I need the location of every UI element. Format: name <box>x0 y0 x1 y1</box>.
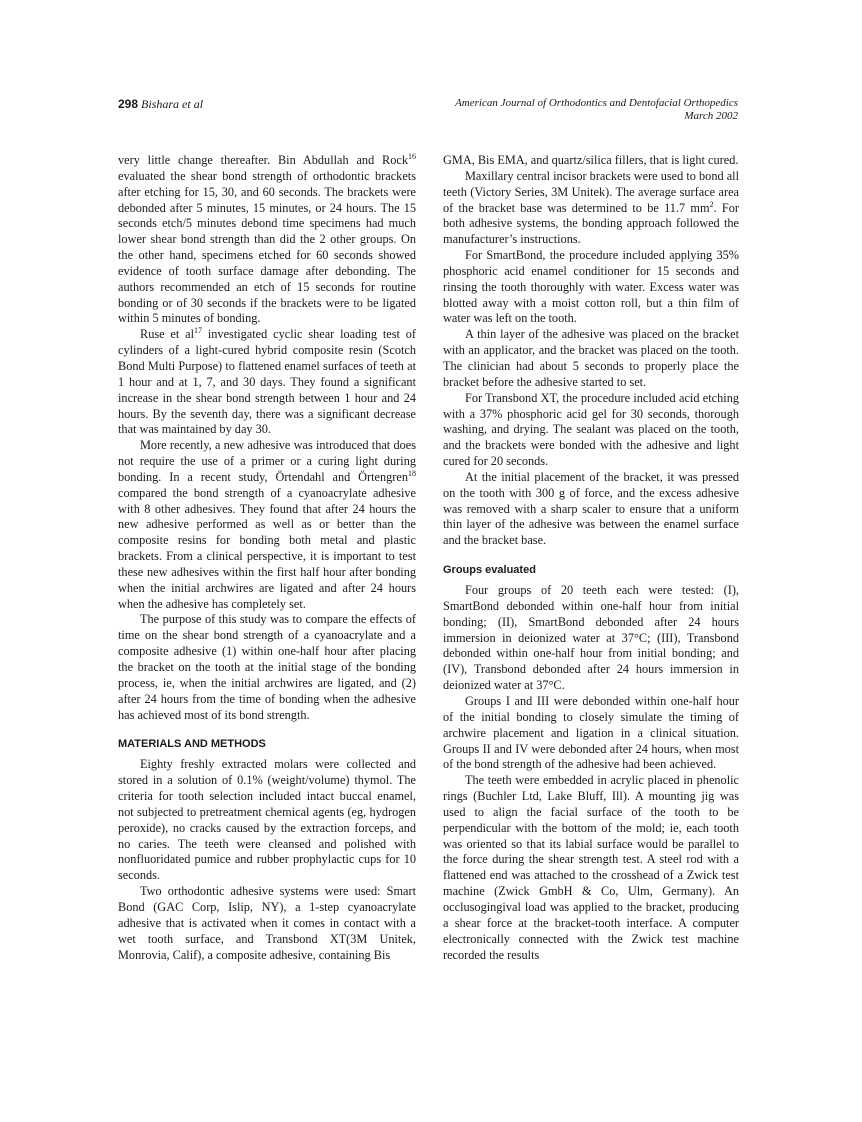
paragraph: At the initial placement of the bracket, it was pressed on the tooth with 300 g of force, and the excess adhesive was removed with a sharp scaler to ensure that a uniform thin layer of the adhesive was between the enamel surface and the bracket base. <box>443 469 739 548</box>
text: investigated cyclic shear loading test of cylinders of a light-cured hybrid composite resin (Scotch Bond Multi Purpose) to flattened enamel surfaces of teeth at 1 hour and at 1, 7, and 30 days. They found a significant increase in the shear bond strength between 1 hour and 24 hours. By the seventh day, there was a significant decrease that was maintained by day 30. <box>118 327 416 437</box>
paragraph <box>118 327 416 438</box>
paragraph: Eighty freshly extracted molars were collected and stored in a solution of 0.1% (weight/volume) thymol. The criteria for tooth selection included intact buccal enamel, not subjected to pretreatment chemical agents (eg, hydrogen peroxide), no cracks caused by the extraction forceps, and no caries. The teeth were cleansed and polished with nonfluoridated pumice and rubber prophylactic cups for 10 seconds. <box>118 757 416 883</box>
journal-title: American Journal of Orthodontics and Dentofacial Orthopedics <box>455 97 738 109</box>
issue-date: March 2002 <box>684 110 738 122</box>
subsection-heading: Groups evaluated <box>443 564 536 577</box>
paragraph <box>118 438 416 612</box>
paragraph <box>118 153 416 327</box>
paragraph: For Transbond XT, the procedure included acid etching with a 37% phosphoric acid gel for 30 seconds, thorough washing, and drying. The sealant was placed on the tooth, and the brackets were bonded with the adhesive and light cured for 20 seconds. <box>443 390 739 469</box>
text: Maxillary central incisor brackets were used to bond all teeth (Victory Series, 3M Unitek). The average surface area of the bracket base was determined to be 11.7 mm <box>443 168 739 215</box>
text: . For both adhesive systems, the bonding approach followed the manufacturer’s instructions. <box>443 200 739 247</box>
citation-superscript: 18 <box>408 468 416 478</box>
running-header-left <box>118 97 203 112</box>
running-authors: Bishara et al <box>141 97 204 111</box>
citation-superscript: 17 <box>194 326 203 336</box>
paragraph <box>443 169 739 248</box>
paragraph: The teeth were embedded in acrylic placed in phenolic rings (Buchler Ltd, Lake Bluff, Ill). A mounting jig was used to align the facial surface of the tooth to be perpendicular with the bottom of the mold; ie, each tooth was oriented so that its labial surface would be parallel to the force during the shear strength test. A steel rod with a flattened end was attached to the crosshead of a Zwick test machine (Zwick GmbH & Co, Ulm, Germany). An occlusogingival load was applied to the bracket, producing a shear force at the bracket-tooth interface. A computer electronically connected with the Zwick test machine recorded the results <box>443 773 739 962</box>
text: More recently, a new adhesive was introduced that does not require the use of a primer or a curing light during bonding. In a recent study, Örtendahl and Örtengren <box>118 438 416 484</box>
section-heading: MATERIALS AND METHODS <box>118 738 266 751</box>
text: very little change thereafter. Bin Abdullah and Rock <box>118 153 408 167</box>
superscript: 2 <box>709 199 714 209</box>
paragraph: GMA, Bis EMA, and quartz/silica fillers, that is light cured. <box>443 153 739 167</box>
citation-superscript: 16 <box>408 152 416 161</box>
text: Ruse et al <box>140 327 195 342</box>
paragraph: Four groups of 20 teeth each were tested: (I), SmartBond debonded within one-half hour from initial bonding; (II), SmartBond debonded after 24 hours immersion in deionized water at 37°C; (III), Transbond debonded within one-half hour from initial bonding; and (IV), Transbond debonded after 24 hours immersion in deionized water at 37°C. <box>443 583 739 693</box>
paragraph: Two orthodontic adhesive systems were used: Smart Bond (GAC Corp, Islip, NY), a 1-step cyanoacrylate adhesive that is activated when it comes in contact with a wet tooth surface, and Transbond XT(3M Unitek, Monrovia, Calif), a composite adhesive, containing Bis <box>118 884 416 962</box>
page-number: 298 <box>118 97 139 111</box>
left-column <box>118 153 416 963</box>
paragraph: The purpose of this study was to compare the effects of time on the shear bond strength of a cyanoacrylate and a composite adhesive (1) within one-half hour after placing the bracket on the tooth at the initial stage of the bonding process, ie, when the initial archwires are ligated, and (2) after 24 hours from the time of bonding when the adhesive has achieved most of its bond strength. <box>118 612 416 722</box>
text: compared the bond strength of a cyanoacrylate adhesive with 8 other adhesives. They found that after 24 hours the new adhesive performed as well as or better than the composite resins for bonding both metal and plastic brackets. From a clinical perspective, it is important to test these new adhesives within the first half hour after bonding when the initial archwires are ligated and after 24 hours when the adhesive has completely set. <box>118 485 416 611</box>
text: evaluated the shear bond strength of orthodontic brackets after etching for 15, 30, and 60 seconds. The brackets were debonded after 5 minutes, 15 minutes, or 24 hours. The 15 seconds etch/5 minutes debond time specimens had much lower shear bond strength than did the 2 other groups. On the other hand, specimens etched for 60 seconds showed evidence of tooth surface damage after debonding. The authors recommended an etch of 15 seconds for routine bonding or of 30 seconds if the brackets were to be ligated within 5 minutes of bonding. <box>118 168 416 326</box>
paragraph: A thin layer of the adhesive was placed on the bracket with an applicator, and the bracket was placed on the tooth. The clinician had about 5 seconds to properly place the bracket before the adhesive started to set. <box>443 327 739 389</box>
paragraph: For SmartBond, the procedure included applying 35% phosphoric acid enamel conditioner for 15 seconds and rinsing the tooth thoroughly with water. Excess water was blotted away with a moist cotton roll, but a thin film of water was left on the tooth. <box>443 248 739 326</box>
paragraph: Groups I and III were debonded within one-half hour of the initial bonding to closely simulate the timing of archwire placement and ligation in a clinical situation. Groups II and IV were debonded after 24 hours, when most of the bond strength of the adhesive had been achieved. <box>443 694 739 772</box>
running-header-right <box>455 97 738 123</box>
right-column <box>443 153 739 963</box>
